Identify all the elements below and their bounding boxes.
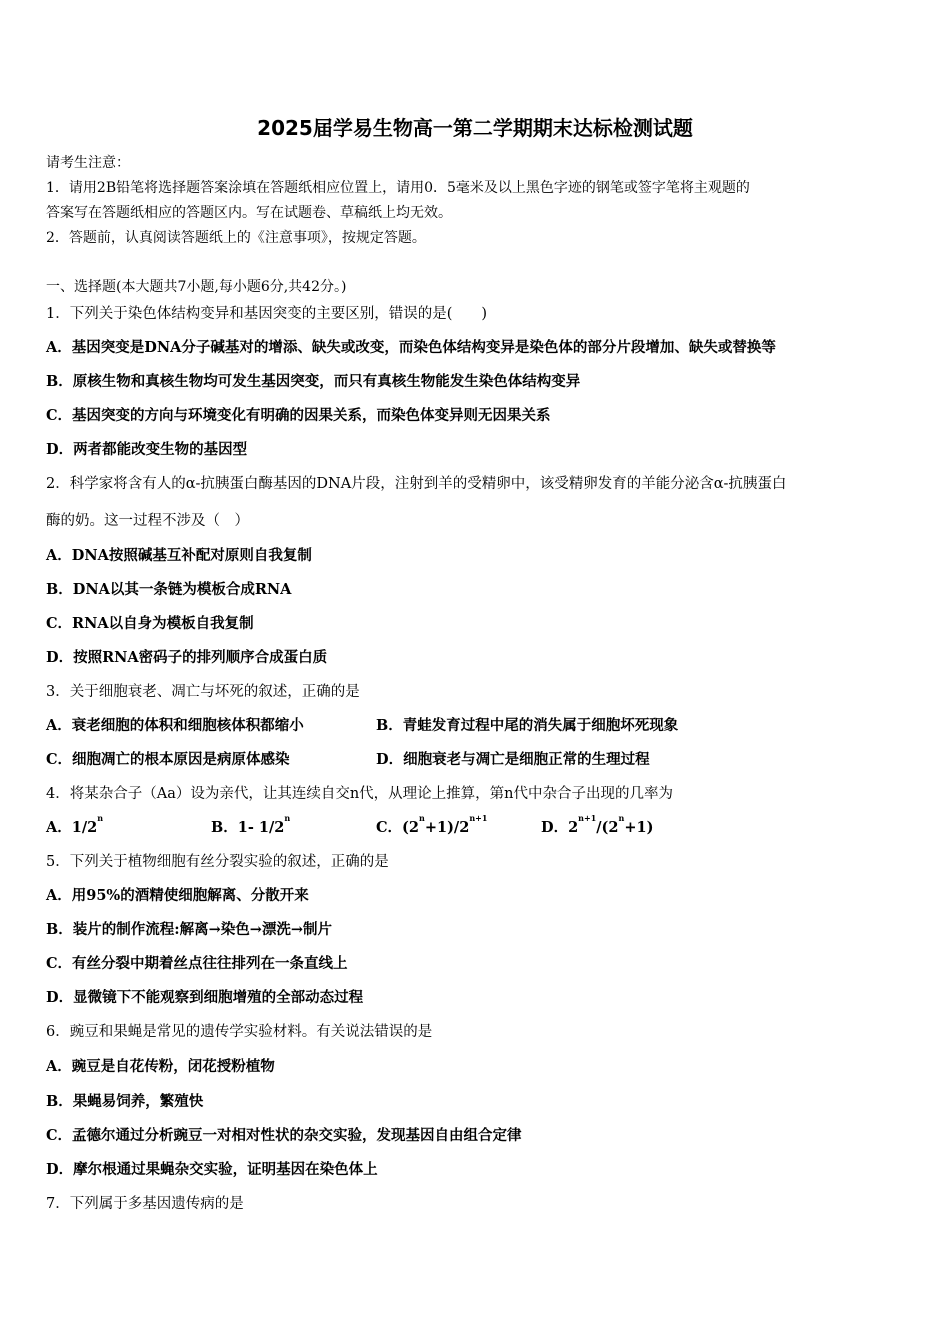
q4-option-d-text-3: +1) xyxy=(624,819,654,836)
q2-option-a: A．DNA按照碱基互补配对原则自我复制 xyxy=(46,547,312,564)
q1-option-d: D．两者都能改变生物的基因型 xyxy=(46,441,248,458)
q2-option-c: C．RNA以自身为模板自我复制 xyxy=(46,615,254,632)
q6-option-b: B．果蝇易饲养，繁殖快 xyxy=(46,1093,204,1110)
notice-heading: 请考生注意： xyxy=(46,155,130,171)
q4-stem: 4．将某杂合子（Aa）设为亲代，让其连续自交n代，从理论上推算，第n代中杂合子出现的几率为 xyxy=(46,786,674,802)
q4-option-d-text-2: /(2 xyxy=(596,819,619,836)
q3-option-d: D．细胞衰老与凋亡是细胞正常的生理过程 xyxy=(376,751,650,768)
q4-option-d xyxy=(541,813,654,837)
q2-stem-line-2: 酶的奶。这一过程不涉及（ ） xyxy=(46,513,249,529)
q6-option-a: A．豌豆是自花传粉，闭花授粉植物 xyxy=(46,1058,275,1075)
q5-option-d: D．显微镜下不能观察到细胞增殖的全部动态过程 xyxy=(46,989,364,1006)
q1-option-c: C．基因突变的方向与环境变化有明确的因果关系，而染色体变异则无因果关系 xyxy=(46,407,551,424)
q6-option-d: D．摩尔根通过果蝇杂交实验，证明基因在染色体上 xyxy=(46,1161,378,1178)
q4-option-b-text: B．1- 1/2 xyxy=(211,819,285,836)
notice-item-1-line-2: 答案写在答题纸相应的答题区内。写在试题卷、草稿纸上均无效。 xyxy=(46,205,452,221)
q5-stem: 5．下列关于植物细胞有丝分裂实验的叙述，正确的是 xyxy=(46,854,389,870)
q2-option-b: B．DNA以其一条链为模板合成RNA xyxy=(46,581,292,598)
q5-option-b: B．装片的制作流程:解离→染色→漂洗→制片 xyxy=(46,921,333,938)
q6-option-c: C．孟德尔通过分析豌豆一对相对性状的杂交实验，发现基因自由组合定律 xyxy=(46,1127,522,1144)
q2-stem-line-1: 2．科学家将含有人的α-抗胰蛋白酶基因的DNA片段，注射到羊的受精卵中，该受精卵发育的羊能分泌含α-抗胰蛋白 xyxy=(46,476,787,492)
q3-option-c: C．细胞凋亡的根本原因是病原体感染 xyxy=(46,751,290,768)
q4-option-c-exponent-2: n+1 xyxy=(469,813,488,823)
q3-option-b: B．青蛙发育过程中尾的消失属于细胞坏死现象 xyxy=(376,717,679,734)
section-heading: 一、选择题(本大题共7小题,每小题6分,共42分。) xyxy=(46,279,347,295)
q4-option-b-exponent: n xyxy=(284,813,291,823)
q4-option-d-text-1: D．2 xyxy=(541,819,579,836)
q4-option-a-exponent: n xyxy=(97,813,104,823)
q4-option-c xyxy=(376,813,488,837)
q1-stem: 1．下列关于染色体结构变异和基因突变的主要区别，错误的是( ) xyxy=(46,306,488,322)
q1-option-a: A．基因突变是DNA分子碱基对的增添、缺失或改变，而染色体结构变异是染色体的部分片段增加、缺失或替换等 xyxy=(46,339,776,356)
page-title: 2025届学易生物高一第二学期期末达标检测试题 xyxy=(257,116,693,140)
q4-option-d-exponent-1: n+1 xyxy=(578,813,597,823)
q2-option-d: D．按照RNA密码子的排列顺序合成蛋白质 xyxy=(46,649,328,666)
notice-item-1-line-1: 1．请用2B铅笔将选择题答案涂填在答题纸相应位置上，请用0．5毫米及以上黑色字迹的钢笔或签字笔将主观题的 xyxy=(46,180,750,196)
q4-option-c-exponent-1: n xyxy=(419,813,425,823)
q4-option-d-exponent-2: n xyxy=(618,813,625,823)
q7-stem: 7．下列属于多基因遗传病的是 xyxy=(46,1196,244,1212)
q1-option-b: B．原核生物和真核生物均可发生基因突变，而只有真核生物能发生染色体结构变异 xyxy=(46,373,581,390)
q5-option-c: C．有丝分裂中期着丝点往往排列在一条直线上 xyxy=(46,955,348,972)
q3-option-a: A．衰老细胞的体积和细胞核体积都缩小 xyxy=(46,717,304,734)
q4-option-b xyxy=(211,813,291,837)
q3-stem: 3．关于细胞衰老、凋亡与坏死的叙述，正确的是 xyxy=(46,684,360,700)
q4-option-c-text-2: +1)/2 xyxy=(424,819,470,836)
q4-option-c-text-1: C．(2 xyxy=(376,819,419,836)
q5-option-a: A．用95%的酒精使细胞解离、分散开来 xyxy=(46,887,309,904)
q4-option-a xyxy=(46,813,104,837)
q6-stem: 6．豌豆和果蝇是常见的遗传学实验材料。有关说法错误的是 xyxy=(46,1024,433,1040)
notice-item-2: 2．答题前，认真阅读答题纸上的《注意事项》，按规定答题。 xyxy=(46,230,426,246)
q4-option-a-text: A．1/2 xyxy=(46,819,98,836)
